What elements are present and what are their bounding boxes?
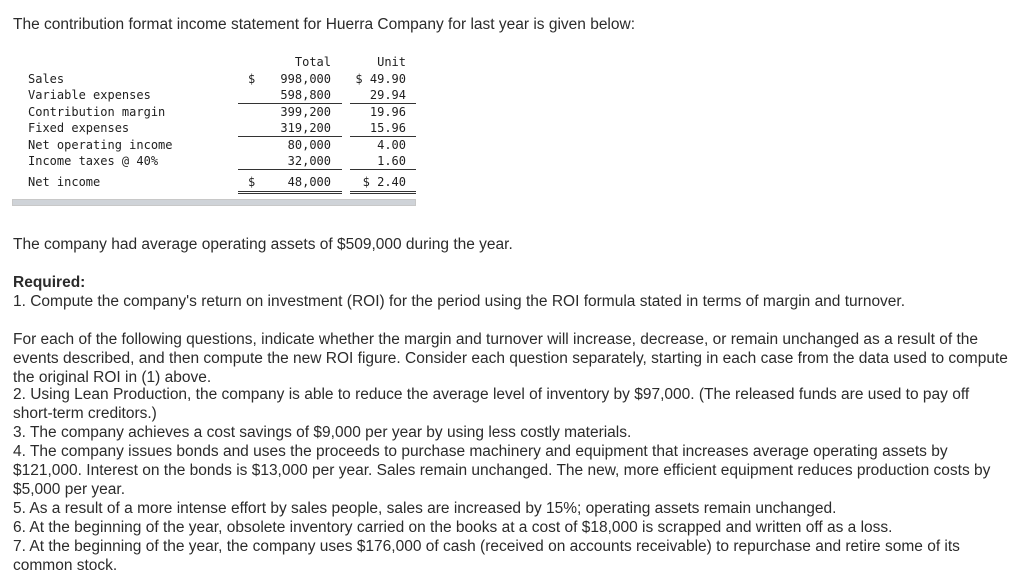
table-horizontal-scrollbar[interactable] (12, 199, 416, 206)
income-statement-table (12, 48, 416, 208)
row-unit-sales: $ 49.90 (355, 72, 406, 86)
assets-note: The company had average operating assets of $509,000 during the year. (13, 236, 513, 253)
total-double-underline (238, 191, 342, 194)
total-underline (238, 103, 342, 104)
question-2: 2. Using Lean Production, the company is able to reduce the average level of inventory by $97,000. (The released funds are used to pay off short-term creditors.) (13, 386, 970, 422)
scrollbar-thumb[interactable] (13, 200, 415, 205)
question-7: 7. At the beginning of the year, the company uses $176,000 of cash (received on accounts receivable) to repurchase and retire some of its common stock. (13, 538, 960, 574)
row-total-fixed-expenses: 319,200 (280, 121, 331, 135)
row-total-contribution-margin: 399,200 (280, 105, 331, 119)
instructions-text: For each of the following questions, indicate whether the margin and turnover will increase, decrease, or remain unchanged as a result of the events described, and then compute the new ROI figure. Consider each question separately, starting in each case from the data used to compute the original ROI in (1) above. (13, 331, 1008, 386)
row-total-sales: 998,000 (280, 72, 331, 86)
row-label-income-taxes: Income taxes @ 40% (28, 154, 159, 168)
row-label-net-operating-income: Net operating income (28, 138, 173, 152)
header-total: Total (294, 55, 331, 69)
header-unit: Unit (377, 55, 406, 69)
row-unit-variable-expenses: 29.94 (369, 88, 406, 102)
row-total-net-operating-income: 80,000 (287, 138, 331, 152)
question-6: 6. At the beginning of the year, obsolete inventory carried on the books at a cost of $18,000 is scrapped and written off as a loss. (13, 519, 893, 536)
row-label-fixed-expenses: Fixed expenses (28, 121, 130, 135)
unit-underline (350, 136, 416, 137)
unit-double-underline (350, 191, 416, 194)
question-4: 4. The company issues bonds and uses the proceeds to purchase machinery and equipment that increases average operating assets by $121,000. Interest on the bonds is $13,000 per year. Sales remain unchanged. The new, more efficient equipment reduces production costs by $5,000 per year. (13, 443, 991, 498)
question-1: 1. Compute the company's return on investment (ROI) for the period using the ROI formula stated in terms of margin and turnover. (13, 293, 906, 310)
question-5: 5. As a result of a more intense effort by sales people, sales are increased by 15%; operating assets remain unchanged. (13, 500, 837, 517)
row-label-sales: Sales (28, 72, 65, 86)
question-3: 3. The company achieves a cost savings of $9,000 per year by using less costly materials. (13, 424, 632, 441)
row-label-variable-expenses: Variable expenses (28, 88, 151, 102)
row-unit-net-operating-income: 4.00 (377, 138, 406, 152)
row-unit-net-income: $ 2.40 (362, 175, 406, 189)
intro-text: The contribution format income statement for Huerra Company for last year is given below: (13, 16, 635, 33)
row-label-net-income: Net income (28, 175, 101, 189)
row-unit-income-taxes: 1.60 (377, 154, 406, 168)
row-unit-contribution-margin: 19.96 (369, 105, 406, 119)
row-unit-fixed-expenses: 15.96 (369, 121, 406, 135)
row-total-variable-expenses: 598,800 (280, 88, 331, 102)
row-dollar-sales: $ (248, 72, 256, 86)
unit-underline (350, 169, 416, 170)
total-underline (238, 169, 342, 170)
required-heading: Required: (13, 274, 86, 291)
row-dollar-net-income: $ (248, 175, 256, 189)
row-label-contribution-margin: Contribution margin (28, 105, 166, 119)
total-underline (238, 136, 342, 137)
unit-underline (350, 103, 416, 104)
row-total-net-income: 48,000 (287, 175, 331, 189)
row-total-income-taxes: 32,000 (287, 154, 331, 168)
